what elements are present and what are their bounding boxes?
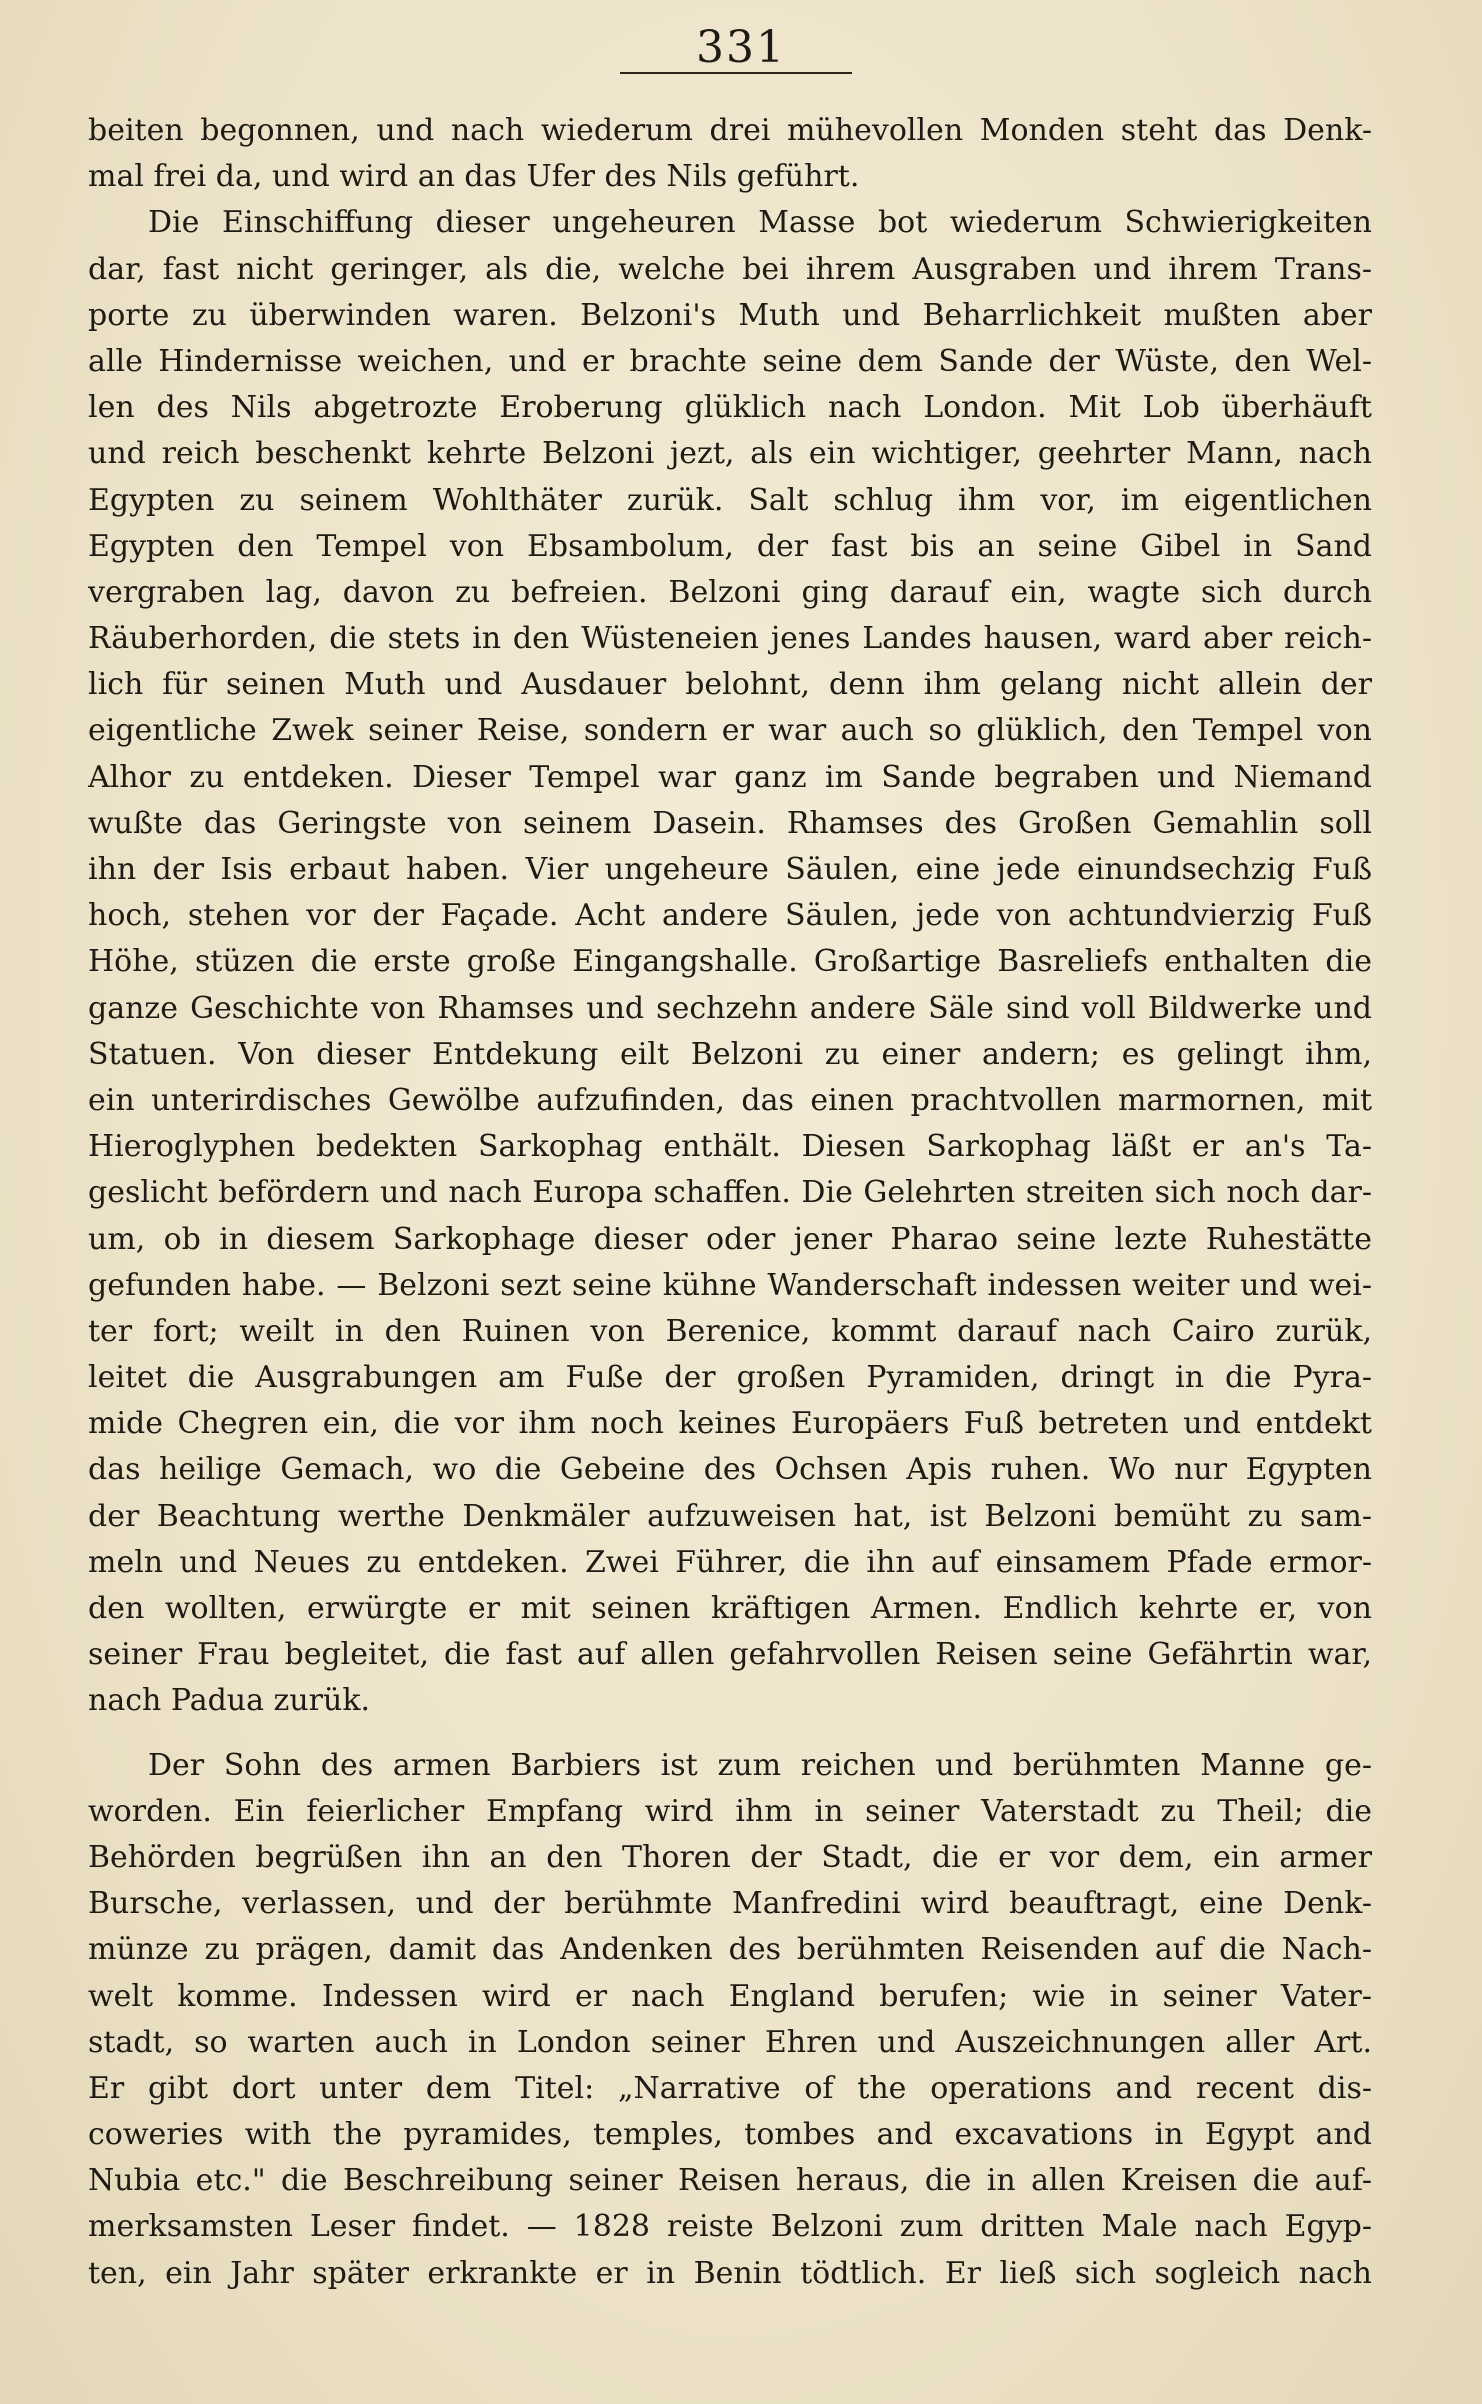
text-line: geslicht befördern und nach Europa schaffen. Die Gelehrten streiten sich noch dar- bbox=[88, 1175, 1372, 1211]
text-line: ganze Geschichte von Rhamses und sechzehn andere Säle sind voll Bildwerke und bbox=[88, 990, 1372, 1026]
text-line: wußte das Geringste von seinem Dasein. Rhamses des Großen Gemahlin soll bbox=[88, 805, 1372, 841]
text-line: Behörden begrüßen ihn an den Thoren der Stadt, die er vor dem, ein armer bbox=[88, 1839, 1372, 1875]
text-line: Die Einschiffung dieser ungeheuren Masse bot wiederum Schwierigkeiten bbox=[148, 205, 1372, 241]
text-line: eigentliche Zwek seiner Reise, sondern er war auch so glüklich, den Tempel von bbox=[88, 713, 1372, 749]
text-line: Egypten den Tempel von Ebsambolum, der fast bis an seine Gibel in Sand bbox=[88, 528, 1372, 564]
text-line: beiten begonnen, und nach wiederum drei mühevollen Monden steht das Denk- bbox=[88, 113, 1372, 148]
text-line: Der Sohn des armen Barbiers ist zum reichen und berühmten Manne ge- bbox=[148, 1747, 1372, 1783]
text-line: ter fort; weilt in den Ruinen von Berenice, kommt darauf nach Cairo zurük, bbox=[88, 1313, 1372, 1349]
text-line: Höhe, stüzen die erste große Eingangshalle. Großartige Basreliefs enthalten die bbox=[88, 944, 1372, 980]
text-line: ein unterirdisches Gewölbe aufzufinden, das einen prachtvollen marmornen, mit bbox=[88, 1082, 1372, 1118]
text-line: Er gibt dort unter dem Titel: „Narrative of the operations and recent dis- bbox=[88, 2070, 1372, 2106]
text-line: mal frei da, und wird an das Ufer des Nils geführt. bbox=[88, 159, 860, 195]
text-line: Statuen. Von dieser Entdekung eilt Belzoni zu einer andern; es gelingt ihm, bbox=[88, 1036, 1372, 1072]
paragraph-gap bbox=[88, 1725, 1372, 1743]
text-line: den wollten, erwürgte er mit seinen kräftigen Armen. Endlich kehrte er, von bbox=[88, 1591, 1372, 1626]
text-line: len des Nils abgetrozte Eroberung glüklich nach London. Mit Lob überhäuft bbox=[88, 390, 1372, 426]
text-line: hoch, stehen vor der Façade. Acht andere Säulen, jede von achtundvierzig Fuß bbox=[88, 898, 1372, 934]
paragraph bbox=[88, 1743, 1372, 2297]
body-text bbox=[88, 108, 1372, 2297]
header-rule bbox=[620, 72, 852, 74]
text-line: meln und Neues zu entdeken. Zwei Führer, die ihn auf einsamem Pfade ermor- bbox=[88, 1544, 1372, 1580]
text-line: Egypten zu seinem Wohlthäter zurük. Salt schlug ihm vor, im eigentlichen bbox=[88, 482, 1372, 518]
text-line: coweries with the pyramides, temples, tombes and excavations in Egypt and bbox=[88, 2117, 1372, 2153]
text-line: der Beachtung werthe Denkmäler aufzuweisen hat, ist Belzoni bemüht zu sam- bbox=[88, 1498, 1372, 1534]
text-line: Alhor zu entdeken. Dieser Tempel war ganz im Sande begraben und Niemand bbox=[88, 759, 1372, 795]
text-line: um, ob in diesem Sarkophage dieser oder jener Pharao seine lezte Ruhestätte bbox=[88, 1221, 1372, 1257]
text-line: porte zu überwinden waren. Belzoni's Muth und Beharrlichkeit mußten aber bbox=[88, 297, 1372, 333]
text-line: leitet die Ausgrabungen am Fuße der großen Pyramiden, dringt in die Pyra- bbox=[88, 1360, 1372, 1396]
text-line: ten, ein Jahr später erkrankte er in Benin tödtlich. Er ließ sich sogleich nach bbox=[88, 2255, 1372, 2291]
text-line: stadt, so warten auch in London seiner Ehren und Auszeichnungen aller Art. bbox=[88, 2024, 1372, 2060]
text-line: mide Chegren ein, die vor ihm noch keines Europäers Fuß betreten und entdekt bbox=[88, 1406, 1372, 1442]
text-line: welt komme. Indessen wird er nach England berufen; wie in seiner Vater- bbox=[88, 1978, 1372, 2014]
text-line: lich für seinen Muth und Ausdauer belohnt, denn ihm gelang nicht allein der bbox=[88, 667, 1372, 703]
text-line: Bursche, verlassen, und der berühmte Manfredini wird beauftragt, eine Denk- bbox=[88, 1886, 1372, 1922]
text-line: Nubia etc." die Beschreibung seiner Reisen heraus, die in allen Kreisen die auf- bbox=[88, 2163, 1372, 2199]
text-line: vergraben lag, davon zu befreien. Belzoni ging darauf ein, wagte sich durch bbox=[88, 574, 1372, 610]
text-line: Räuberhorden, die stets in den Wüsteneien jenes Landes hausen, ward aber reich- bbox=[88, 621, 1372, 657]
paragraph bbox=[88, 200, 1372, 1724]
text-line: alle Hindernisse weichen, und er brachte seine dem Sande der Wüste, den Wel- bbox=[88, 343, 1372, 379]
page-number: 331 bbox=[696, 22, 786, 73]
text-line: ihn der Isis erbaut haben. Vier ungeheure Säulen, eine jede einundsechzig Fuß bbox=[88, 852, 1372, 887]
text-line: das heilige Gemach, wo die Gebeine des Ochsen Apis ruhen. Wo nur Egypten bbox=[88, 1452, 1372, 1488]
text-line: gefunden habe. — Belzoni sezt seine kühne Wanderschaft indessen weiter und wei- bbox=[88, 1267, 1372, 1303]
text-line: münze zu prägen, damit das Andenken des berühmten Reisenden auf die Nach- bbox=[88, 1932, 1372, 1968]
text-line: nach Padua zurük. bbox=[88, 1683, 371, 1719]
text-line: und reich beschenkt kehrte Belzoni jezt, als ein wichtiger, geehrter Mann, nach bbox=[88, 436, 1372, 472]
text-line: Hieroglyphen bedekten Sarkophag enthält. Diesen Sarkophag läßt er an's Ta- bbox=[88, 1129, 1372, 1165]
text-line: worden. Ein feierlicher Empfang wird ihm in seiner Vaterstadt zu Theil; die bbox=[88, 1793, 1372, 1829]
text-line: seiner Frau begleitet, die fast auf allen gefahrvollen Reisen seine Gefährtin war, bbox=[88, 1637, 1372, 1673]
text-line: dar, fast nicht geringer, als die, welche bei ihrem Ausgraben und ihrem Trans- bbox=[88, 251, 1372, 287]
paragraph bbox=[88, 108, 1372, 200]
text-line: merksamsten Leser findet. — 1828 reiste Belzoni zum dritten Male nach Egyp- bbox=[88, 2209, 1372, 2245]
